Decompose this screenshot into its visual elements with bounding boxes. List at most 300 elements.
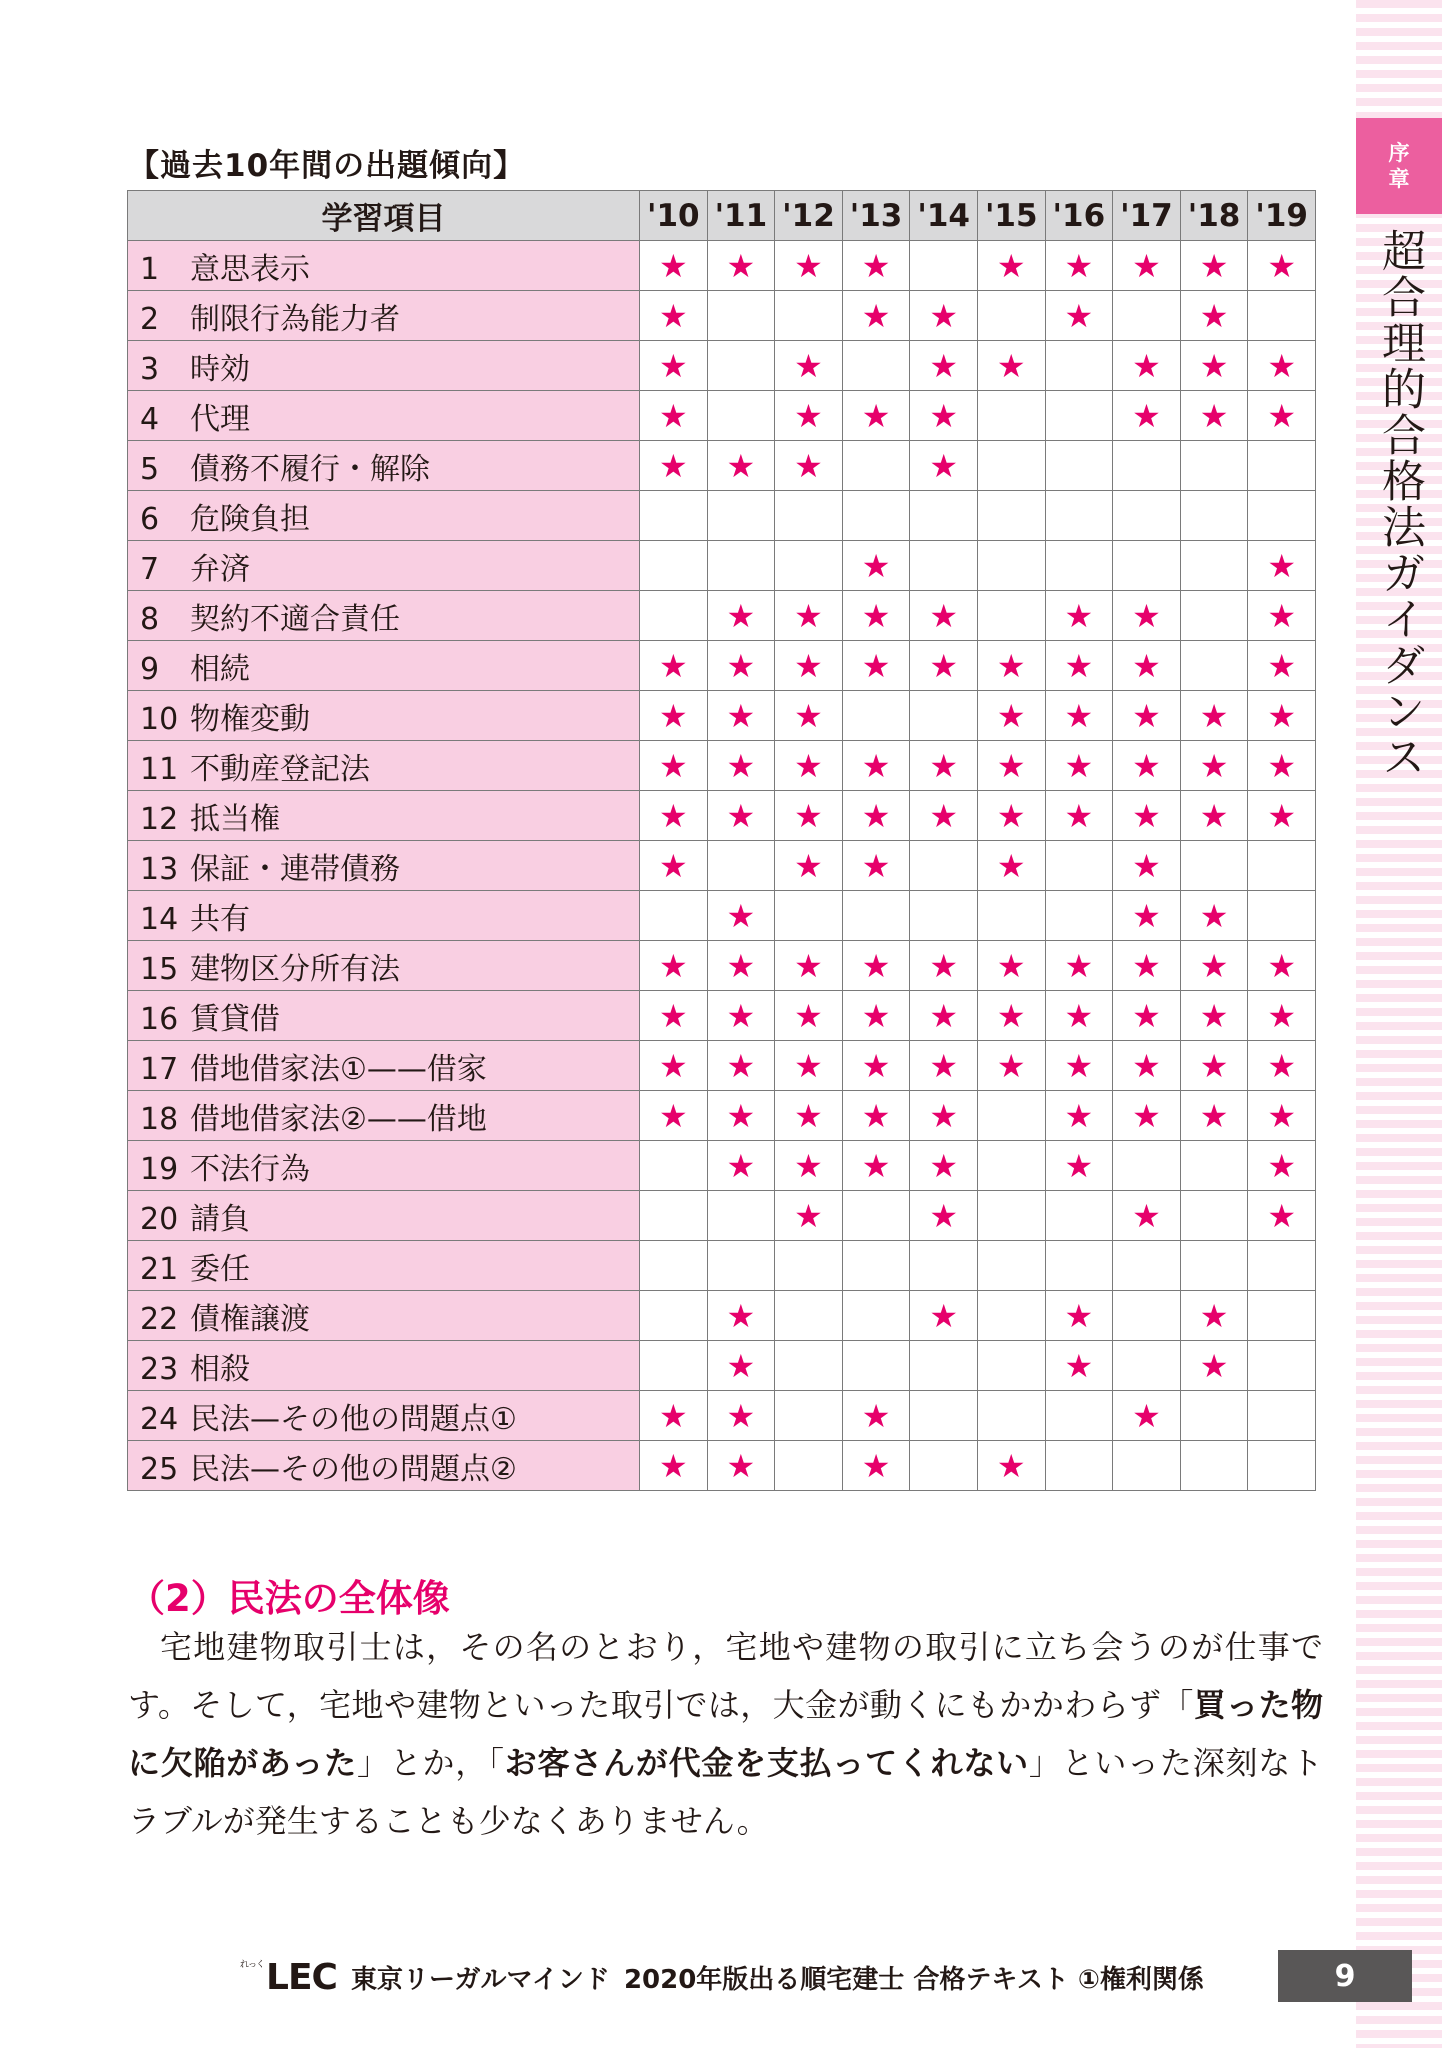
header-year: '13 (842, 191, 910, 241)
empty-cell (1248, 291, 1316, 341)
star-icon: ★ (640, 1091, 708, 1141)
star-icon: ★ (1180, 291, 1248, 341)
star-icon: ★ (1045, 1141, 1113, 1191)
empty-cell (1113, 491, 1181, 541)
star-icon: ★ (910, 1191, 978, 1241)
item-number: 19 (140, 1151, 179, 1187)
exam-trend-table (127, 190, 1316, 1491)
star-icon: ★ (707, 1341, 775, 1391)
star-icon: ★ (640, 441, 708, 491)
star-icon: ★ (1248, 1141, 1316, 1191)
star-icon: ★ (775, 841, 843, 891)
star-icon: ★ (977, 991, 1045, 1041)
star-icon: ★ (1248, 541, 1316, 591)
star-icon: ★ (1113, 1041, 1181, 1091)
star-icon: ★ (910, 1041, 978, 1091)
empty-cell (977, 391, 1045, 441)
header-year: '12 (775, 191, 843, 241)
star-icon: ★ (842, 941, 910, 991)
star-icon: ★ (842, 1041, 910, 1091)
empty-cell (1180, 541, 1248, 591)
star-icon: ★ (775, 441, 843, 491)
star-icon: ★ (977, 791, 1045, 841)
table-row (128, 1091, 1316, 1141)
item-number: 11 (140, 751, 179, 787)
body-text-1: 宅地建物取引士は，その名のとおり，宅地や建物の取引に立ち会うのが仕事です。そして，宅地や建物といった取引では，大金が動くにもかかわらず「 (128, 1628, 1323, 1724)
empty-cell (842, 441, 910, 491)
empty-cell (910, 491, 978, 541)
item-label: 不法行為 (190, 1151, 310, 1187)
star-icon: ★ (910, 641, 978, 691)
empty-cell (1180, 1441, 1248, 1491)
item-label: 不動産登記法 (190, 751, 370, 787)
study-item (128, 791, 640, 841)
empty-cell (1045, 441, 1113, 491)
table-row (128, 341, 1316, 391)
study-item (128, 1191, 640, 1241)
study-item (128, 741, 640, 791)
header-year: '19 (1248, 191, 1316, 241)
table-row (128, 241, 1316, 291)
star-icon: ★ (1248, 1191, 1316, 1241)
header-year: '18 (1180, 191, 1248, 241)
empty-cell (842, 1191, 910, 1241)
star-icon: ★ (1045, 791, 1113, 841)
study-item (128, 1141, 640, 1191)
study-item (128, 591, 640, 641)
star-icon: ★ (707, 591, 775, 641)
empty-cell (1113, 1291, 1181, 1341)
empty-cell (775, 1441, 843, 1491)
item-label: 相続 (190, 651, 250, 687)
star-icon: ★ (977, 1441, 1045, 1491)
empty-cell (1045, 1441, 1113, 1491)
star-icon: ★ (640, 691, 708, 741)
chapter-tab (1356, 118, 1442, 214)
star-icon: ★ (640, 241, 708, 291)
star-icon: ★ (1113, 591, 1181, 641)
star-icon: ★ (707, 891, 775, 941)
star-icon: ★ (1180, 1341, 1248, 1391)
star-icon: ★ (640, 841, 708, 891)
item-number: 24 (140, 1401, 179, 1437)
empty-cell (842, 1291, 910, 1341)
item-number: 14 (140, 901, 179, 937)
star-icon: ★ (775, 1191, 843, 1241)
item-number: 1 (140, 251, 160, 287)
star-icon: ★ (977, 941, 1045, 991)
empty-cell (910, 1341, 978, 1391)
empty-cell (1113, 541, 1181, 591)
empty-cell (1045, 1191, 1113, 1241)
empty-cell (707, 1241, 775, 1291)
body-text-3: 」といった深刻なトラブルが発生することも少なくありません。 (128, 1744, 1323, 1840)
empty-cell (775, 491, 843, 541)
empty-cell (707, 841, 775, 891)
empty-cell (1113, 1141, 1181, 1191)
star-icon: ★ (1045, 591, 1113, 641)
empty-cell (1248, 1391, 1316, 1441)
item-label: 民法—その他の問題点① (190, 1401, 517, 1437)
empty-cell (1045, 1241, 1113, 1291)
item-label: 制限行為能力者 (190, 301, 400, 337)
empty-cell (1045, 341, 1113, 391)
study-item (128, 1441, 640, 1491)
header-item: 学習項目 (128, 191, 640, 241)
chapter-tab-char-1: 序 (1388, 141, 1410, 165)
star-icon: ★ (1180, 941, 1248, 991)
star-icon: ★ (842, 541, 910, 591)
study-item (128, 1041, 640, 1091)
footer (240, 1954, 1204, 2000)
star-icon: ★ (910, 391, 978, 441)
star-icon: ★ (910, 941, 978, 991)
empty-cell (1180, 491, 1248, 541)
lec-logo-text: LEC (266, 1956, 337, 1998)
empty-cell (640, 1241, 708, 1291)
table-row (128, 441, 1316, 491)
star-icon: ★ (1180, 1291, 1248, 1341)
star-icon: ★ (842, 1091, 910, 1141)
empty-cell (640, 1141, 708, 1191)
study-item (128, 941, 640, 991)
empty-cell (775, 1391, 843, 1441)
body-text-2: 」とか，「 (356, 1744, 505, 1782)
item-number: 22 (140, 1301, 179, 1337)
study-item (128, 1091, 640, 1141)
item-label: 意思表示 (190, 251, 310, 287)
item-label: 物権変動 (190, 701, 310, 737)
header-year: '14 (910, 191, 978, 241)
star-icon: ★ (910, 341, 978, 391)
star-icon: ★ (1248, 1041, 1316, 1091)
star-icon: ★ (775, 941, 843, 991)
empty-cell (640, 1191, 708, 1241)
star-icon: ★ (910, 291, 978, 341)
star-icon: ★ (842, 741, 910, 791)
empty-cell (1113, 1241, 1181, 1291)
item-number: 12 (140, 801, 179, 837)
empty-cell (842, 891, 910, 941)
empty-cell (977, 1141, 1045, 1191)
star-icon: ★ (640, 291, 708, 341)
empty-cell (640, 591, 708, 641)
empty-cell (910, 1441, 978, 1491)
chapter-tab-char-2: 章 (1388, 167, 1410, 191)
star-icon: ★ (1045, 1091, 1113, 1141)
study-item (128, 1391, 640, 1441)
star-icon: ★ (1248, 691, 1316, 741)
study-item (128, 841, 640, 891)
star-icon: ★ (1248, 591, 1316, 641)
star-icon: ★ (910, 441, 978, 491)
star-icon: ★ (1113, 841, 1181, 891)
star-icon: ★ (707, 641, 775, 691)
star-icon: ★ (707, 1391, 775, 1441)
star-icon: ★ (1045, 241, 1113, 291)
empty-cell (1180, 591, 1248, 641)
star-icon: ★ (1180, 891, 1248, 941)
star-icon: ★ (1045, 1041, 1113, 1091)
publisher-name: 東京リーガルマインド (350, 1964, 610, 1995)
table-row (128, 1191, 1316, 1241)
table-row (128, 691, 1316, 741)
empty-cell (1180, 841, 1248, 891)
star-icon: ★ (1113, 941, 1181, 991)
star-icon: ★ (640, 1041, 708, 1091)
item-number: 23 (140, 1351, 179, 1387)
star-icon: ★ (842, 1391, 910, 1441)
table-row (128, 1141, 1316, 1191)
header-year: '11 (707, 191, 775, 241)
table-row (128, 1341, 1316, 1391)
star-icon: ★ (707, 241, 775, 291)
star-icon: ★ (1113, 1391, 1181, 1441)
empty-cell (775, 1341, 843, 1391)
empty-cell (1045, 391, 1113, 441)
empty-cell (1248, 1291, 1316, 1341)
star-icon: ★ (1113, 1191, 1181, 1241)
item-number: 16 (140, 1001, 179, 1037)
table-row (128, 1441, 1316, 1491)
item-label: 借地借家法①——借家 (190, 1051, 487, 1087)
star-icon: ★ (775, 591, 843, 641)
item-label: 債務不履行・解除 (190, 451, 430, 487)
item-number: 6 (140, 501, 160, 537)
empty-cell (1045, 541, 1113, 591)
study-item (128, 1291, 640, 1341)
table-body (128, 241, 1316, 1491)
item-label: 債権譲渡 (190, 1301, 310, 1337)
star-icon: ★ (640, 791, 708, 841)
table-row (128, 591, 1316, 641)
star-icon: ★ (842, 841, 910, 891)
table-row (128, 541, 1316, 591)
star-icon: ★ (977, 841, 1045, 891)
star-icon: ★ (640, 741, 708, 791)
item-number: 7 (140, 551, 160, 587)
study-item (128, 891, 640, 941)
star-icon: ★ (842, 1441, 910, 1491)
empty-cell (775, 1291, 843, 1341)
star-icon: ★ (1180, 241, 1248, 291)
star-icon: ★ (707, 991, 775, 1041)
body-bold-2: お客さんが代金を支払ってくれない (504, 1744, 1029, 1782)
star-icon: ★ (1180, 341, 1248, 391)
header-year: '15 (977, 191, 1045, 241)
empty-cell (1248, 841, 1316, 891)
study-item (128, 491, 640, 541)
empty-cell (775, 541, 843, 591)
star-icon: ★ (707, 791, 775, 841)
item-number: 25 (140, 1451, 179, 1487)
empty-cell (707, 491, 775, 541)
study-item (128, 641, 640, 691)
empty-cell (707, 391, 775, 441)
empty-cell (910, 891, 978, 941)
empty-cell (1248, 1241, 1316, 1291)
star-icon: ★ (977, 691, 1045, 741)
star-icon: ★ (1113, 391, 1181, 441)
empty-cell (910, 541, 978, 591)
star-icon: ★ (1113, 741, 1181, 791)
star-icon: ★ (977, 741, 1045, 791)
empty-cell (707, 1191, 775, 1241)
empty-cell (910, 1391, 978, 1441)
empty-cell (775, 891, 843, 941)
empty-cell (977, 1291, 1045, 1341)
star-icon: ★ (775, 1041, 843, 1091)
star-icon: ★ (1248, 741, 1316, 791)
star-icon: ★ (910, 1291, 978, 1341)
item-number: 15 (140, 951, 179, 987)
star-icon: ★ (640, 641, 708, 691)
star-icon: ★ (1045, 1341, 1113, 1391)
study-item (128, 291, 640, 341)
star-icon: ★ (775, 341, 843, 391)
empty-cell (910, 691, 978, 741)
star-icon: ★ (977, 241, 1045, 291)
star-icon: ★ (842, 391, 910, 441)
star-icon: ★ (1180, 991, 1248, 1041)
table-row (128, 1391, 1316, 1441)
empty-cell (1113, 1341, 1181, 1391)
table-row (128, 841, 1316, 891)
star-icon: ★ (977, 341, 1045, 391)
body-bold-1: 買った物に欠陥があった (128, 1686, 1323, 1782)
table-row (128, 941, 1316, 991)
star-icon: ★ (910, 1091, 978, 1141)
star-icon: ★ (707, 1091, 775, 1141)
empty-cell (707, 541, 775, 591)
star-icon: ★ (707, 441, 775, 491)
star-icon: ★ (1113, 891, 1181, 941)
item-number: 20 (140, 1201, 179, 1237)
star-icon: ★ (1045, 741, 1113, 791)
star-icon: ★ (910, 1141, 978, 1191)
star-icon: ★ (1045, 991, 1113, 1041)
star-icon: ★ (1113, 691, 1181, 741)
empty-cell (775, 291, 843, 341)
empty-cell (640, 891, 708, 941)
table-row (128, 1241, 1316, 1291)
star-icon: ★ (1045, 1291, 1113, 1341)
star-icon: ★ (775, 641, 843, 691)
study-item (128, 391, 640, 441)
table-row (128, 791, 1316, 841)
table-row (128, 741, 1316, 791)
empty-cell (1045, 841, 1113, 891)
empty-cell (1248, 441, 1316, 491)
star-icon: ★ (910, 741, 978, 791)
body-paragraph (128, 1618, 1323, 1850)
study-item (128, 241, 640, 291)
star-icon: ★ (1248, 941, 1316, 991)
star-icon: ★ (1248, 791, 1316, 841)
item-number: 3 (140, 351, 160, 387)
star-icon: ★ (1248, 991, 1316, 1041)
lec-logo-ruby: れっく (240, 1959, 265, 1970)
empty-cell (977, 1191, 1045, 1241)
empty-cell (910, 241, 978, 291)
star-icon: ★ (1180, 691, 1248, 741)
star-icon: ★ (1045, 941, 1113, 991)
empty-cell (842, 1341, 910, 1391)
empty-cell (1045, 891, 1113, 941)
star-icon: ★ (842, 641, 910, 691)
study-item (128, 341, 640, 391)
item-label: 賃貸借 (190, 1001, 280, 1037)
empty-cell (640, 1291, 708, 1341)
item-label: 建物区分所有法 (190, 951, 400, 987)
item-number: 5 (140, 451, 160, 487)
star-icon: ★ (707, 1441, 775, 1491)
star-icon: ★ (1180, 791, 1248, 841)
item-label: 代理 (190, 401, 250, 437)
star-icon: ★ (640, 391, 708, 441)
star-icon: ★ (775, 391, 843, 441)
item-label: 委任 (190, 1251, 250, 1287)
item-number: 18 (140, 1101, 179, 1137)
item-label: 保証・連帯債務 (190, 851, 400, 887)
empty-cell (1180, 641, 1248, 691)
star-icon: ★ (1045, 291, 1113, 341)
table-header-row (128, 191, 1316, 241)
item-number: 21 (140, 1251, 179, 1287)
empty-cell (977, 1241, 1045, 1291)
empty-cell (910, 1241, 978, 1291)
empty-cell (1113, 441, 1181, 491)
empty-cell (1113, 291, 1181, 341)
empty-cell (1248, 1441, 1316, 1491)
star-icon: ★ (1113, 241, 1181, 291)
empty-cell (977, 591, 1045, 641)
empty-cell (1248, 491, 1316, 541)
star-icon: ★ (910, 991, 978, 1041)
star-icon: ★ (977, 641, 1045, 691)
table-row (128, 891, 1316, 941)
star-icon: ★ (707, 741, 775, 791)
page-number: 9 (1278, 1950, 1412, 2002)
star-icon: ★ (640, 341, 708, 391)
empty-cell (977, 1391, 1045, 1441)
star-icon: ★ (707, 1141, 775, 1191)
star-icon: ★ (1248, 241, 1316, 291)
table-row (128, 641, 1316, 691)
empty-cell (1248, 891, 1316, 941)
star-icon: ★ (977, 1041, 1045, 1091)
item-label: 時効 (190, 351, 250, 387)
header-year: '17 (1113, 191, 1181, 241)
empty-cell (977, 541, 1045, 591)
star-icon: ★ (775, 791, 843, 841)
star-icon: ★ (707, 1291, 775, 1341)
study-item (128, 1241, 640, 1291)
empty-cell (1113, 1441, 1181, 1491)
star-icon: ★ (1180, 391, 1248, 441)
section-heading: （2）民法の全体像 (128, 1577, 450, 1620)
book-title: 2020年版出る順宅建士 合格テキスト ①権利関係 (623, 1964, 1204, 1995)
item-number: 17 (140, 1051, 179, 1087)
item-label: 請負 (190, 1201, 250, 1237)
empty-cell (1180, 1141, 1248, 1191)
empty-cell (1180, 1391, 1248, 1441)
star-icon: ★ (1180, 741, 1248, 791)
chapter-title: 超合理的合格法ガイダンス (1374, 228, 1425, 780)
table-row (128, 291, 1316, 341)
star-icon: ★ (910, 791, 978, 841)
item-number: 2 (140, 301, 160, 337)
